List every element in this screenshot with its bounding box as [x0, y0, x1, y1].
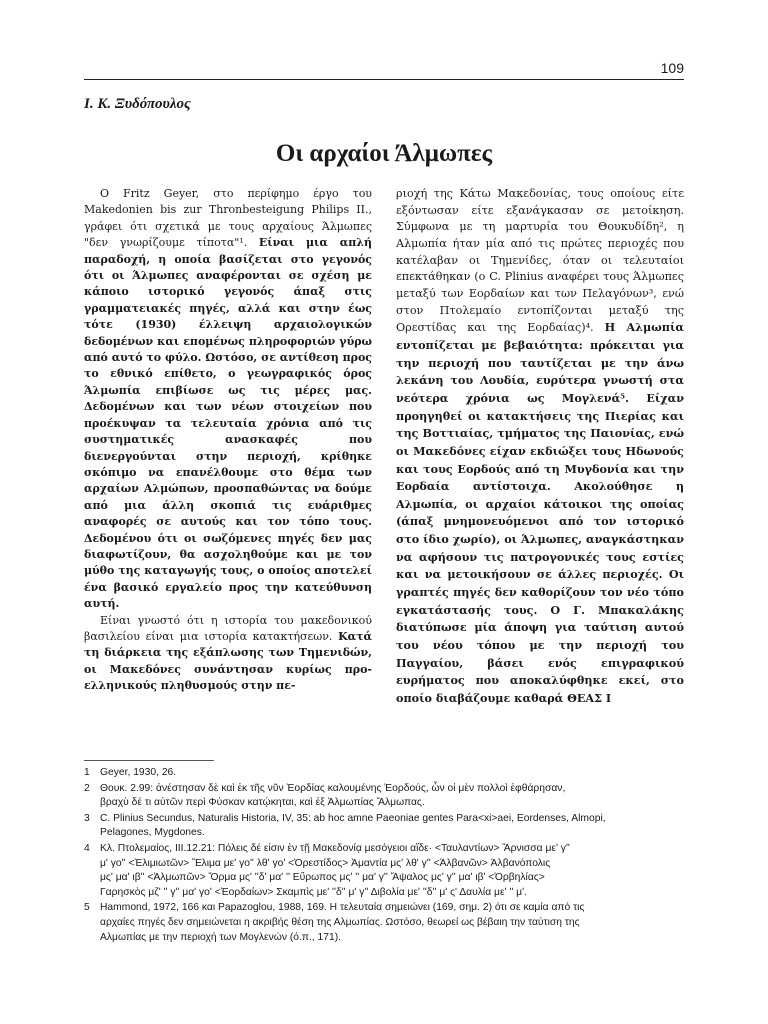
footnote-number: 5: [84, 902, 90, 914]
footnote-text: [100, 842, 684, 900]
footnote-line: Γαρησκὸς μζʹ ʹʹ γʹʹ μαʹ γοʹ <Ἐορδαίων> Σκαμπὶς μεʹ ʹʹδʹʹ μʹ γʹʹ Διβολία μεʹ ʹʹδʹʹ μʹ ςʹ Δαυλία μεʹ ʹʹ μʹ.: [100, 886, 527, 898]
author-name: Ι. Κ. Ξυδόπουλος: [84, 96, 191, 112]
footnote: [84, 782, 684, 811]
footnote-line: Geyer, 1930, 26.: [100, 767, 177, 778]
footnote-line: Θουκ. 2.99: ἀνέστησαν δὲ καὶ ἐκ τῆς νῦν Ἐορδίας καλουμένης Ἐορδούς, ὧν οἱ μὲν πολλοὶ ἐφθάρησαν,: [100, 782, 566, 794]
paragraph-text: Ο Fritz Geyer, στο περίφημο έργο του Makedonien bis zur Thronbesteigung Philips II., γράφει ότι σχετικά με τους αρχαίους Άλμωπες "δεν γνωρίζουμε τίποτα"¹.: [84, 187, 372, 250]
article-title: Οι αρχαίοι Άλμωπες: [275, 140, 493, 167]
footnote-line: Αλμωπίας με την περιοχή των Μογλενών (ό.π., 171).: [100, 931, 342, 943]
footnote-text: [100, 812, 684, 841]
footnote-text: [100, 782, 684, 811]
paragraph-text: ριοχή της Κάτω Μακεδονίας, τους οποίους είτε εξόντωσαν είτε εξανάγκασαν σε μετοίκηση. Σύμφωνα με τη μαρτυρία του Θουκυδίδη², η Αλμωπία ήταν μία από τις πρώτες περιοχές που κατέλαβαν οι Τημενίδες, όταν οι τελευταίοι επεκτάθηκαν (ο C. Plinius αναφέρει τους Άλμωπες μεταξύ των Εορδαίων και των Πελαγόνων³, ενώ στον Πτολεμαίο εντοπίζονται μεταξύ της Ορεστίδας και της Εορδαίας)⁴.: [396, 187, 684, 335]
paragraph: [84, 613, 372, 695]
paragraph: [396, 186, 684, 708]
footnote-line: μςʹ μαʹ ιβʹʹ <Ἀλμωπῶν> Ὄρμα μςʹ ʹʹδʹ μαʹ ʹʹ Εὔρωπος μςʹ ʹʹ μαʹ γʹʹ Ἄψαλος μςʹ γʹʹ μαʹ ιβʹ <Ὀρβηλίας>: [100, 872, 545, 884]
footnote-number: 2: [84, 782, 90, 794]
footnote-line: Κλ. Πτολεμαίος, III.12.21: Πόλεις δέ εἰσιν ἐν τῇ Μακεδονίᾳ μεσόγειοι αἵδε· <Ταυλαντίων> Ἄρνισσα μεʹ γʹʹ: [100, 842, 570, 854]
footnote-number: 1: [84, 767, 90, 778]
left-column: [84, 186, 372, 726]
footnote-line: Hammond, 1972, 166 και Papazoglou, 1988, 169. Η τελευταία σημειώνει (169, σημ. 2) ότι σε καμία από τις: [100, 902, 585, 914]
footnote-line: αρχαίες πηγές δεν σημειώνεται η ακριβής θέση της Αλμωπίας. Ωστόσο, θεωρεί ως βέβαιη την ταύτιση της: [100, 916, 580, 928]
footnote-line: βραχὺ δέ τι αὐτῶν περὶ Φύσκαν κατῴκηται, καὶ ἐξ Ἀλμωπίας Ἄλμωπας.: [100, 797, 425, 809]
paragraph-text-bold: Κατά τη διάρκεια της εξάπλωσης των Τημενιδών, οι Μακεδόνες συνάντησαν κυρίως προ-ελληνικούς πληθυσμούς στην πε-: [84, 629, 372, 693]
paragraph-text-bold: Είναι μια απλή παραδοχή, η οποία βασίζεται στο γεγονός ότι οι Άλμωπες αναφέρονται σε σχέση με κάποιο ιστορικό γεγονός άπαξ στις γραμματειακές πηγές, αλλά και στην έως τότε (1930) έλλειψη αρχαιολογικών δεδομένων και επομένως πληροφοριών γύρω από αυτό το φύλο. Ωστόσο, σε αντίθεση προς το εθνικό επίθετο, ο γεωγραφικός όρος Άλμωπία επιβίωσε ως τις μέρες μας. Δεδομένων και των νέων στοιχείων που προέκυψαν τα τελευταία χρόνια από τις συστηματικές ανασκαφές που διενεργούνται στην περιοχή, κρίθηκε σκόπιμο να επανέλθουμε στο θέμα των αρχαίων Αλμώπων, προσπαθώντας να δούμε από μια άλλη σκοπιά τις ευάριθμες αναφορές σε αυτούς και τον τόπο τους. Δεδομένου ότι οι σωζόμενες πηγές δεν μας διαφωτίζουν, θα ασχοληθούμε και με τον μύθο της καταγωγής τους, ο οποίος αποτελεί ένα βασικό εργαλείο προς την κατεύθυνση αυτή.: [84, 236, 372, 611]
footnote-line: μʹ γοʹʹ <Ἐλιμιωτῶν> Ἔλιμα μεʹ γοʹʹ λθʹ γοʹ <Ὀρεστίδος> Ἀμαντία μςʹ λθʹ γʹʹ <Ἀλβανῶν> Ἀλβανόπολις: [100, 857, 551, 869]
page-number: 109: [660, 60, 684, 76]
footnote: [84, 842, 684, 900]
footnote-line: C. Plinius Secundus, Naturalis Historia, IV, 35: ab hoc amne Paeoniae gentes Para<xi>aei, Eordenses, Almopi,: [100, 812, 606, 824]
footnote-text: [100, 901, 684, 945]
paragraph: [84, 186, 372, 613]
footnote-line: Pelagones, Mygdones.: [100, 827, 205, 839]
header-rule: [84, 79, 684, 80]
footnote-number: 3: [84, 812, 90, 824]
paragraph-text: Είναι γνωστό ότι η ιστορία του μακεδονικού βασιλείου είναι μια ιστορία κατακτήσεων.: [84, 613, 372, 643]
footnote-number: 4: [84, 842, 90, 854]
footnote: [84, 812, 684, 841]
footnote: [84, 766, 684, 781]
footnotes: [84, 766, 684, 946]
footnote-text: [100, 766, 684, 781]
paragraph-text-bold: Η Αλμωπία εντοπίζεται με βεβαιότητα: πρόκειται για την περιοχή που ταυτίζεται με την άνω λεκάνη του Λουδία, ευρύτερα γνωστή στα νεότερα χρόνια ως Μογλενά⁵. Είχαν προηγηθεί οι κατακτήσεις της Πιερίας και της Βοττιαίας, τμήματος της Παιονίας, ενώ οι Μακεδόνες είχαν εκδιώξει τους Ηδωνούς και τους Εορδούς από τη Μυγδονία και την Εορδαία αντίστοιχα. Ακολούθησε η Αλμωπία, οι αρχαίοι κάτοικοι της οποίας (άπαξ μνημονευόμενοι από τον ιστορικό στο ίδιο χωρίο), οι Άλμωπες, αναγκάστηκαν να αφήσουν τις πατρογονικές τους εστίες και να μετοικήσουν σε άλλες περιοχές. Οι γραπτές πηγές δεν καθορίζουν τον νέο τόπο εγκατάστασής τους. Ο Γ. Μπακαλάκης διατύπωσε μία άποψη για ταύτιση αυτού του νέου τόπου με την περιοχή του Παγγαίου, βάσει ενός επιγραφικού ευρήματος που αποκαλύφθηκε εκεί, στο οποίο διαβάζουμε καθαρά ΘΕΑΣ Ι: [396, 320, 684, 706]
footnote: [84, 901, 684, 945]
body-columns: [84, 186, 684, 726]
footnote-rule: [84, 760, 214, 761]
right-column: [396, 186, 684, 726]
